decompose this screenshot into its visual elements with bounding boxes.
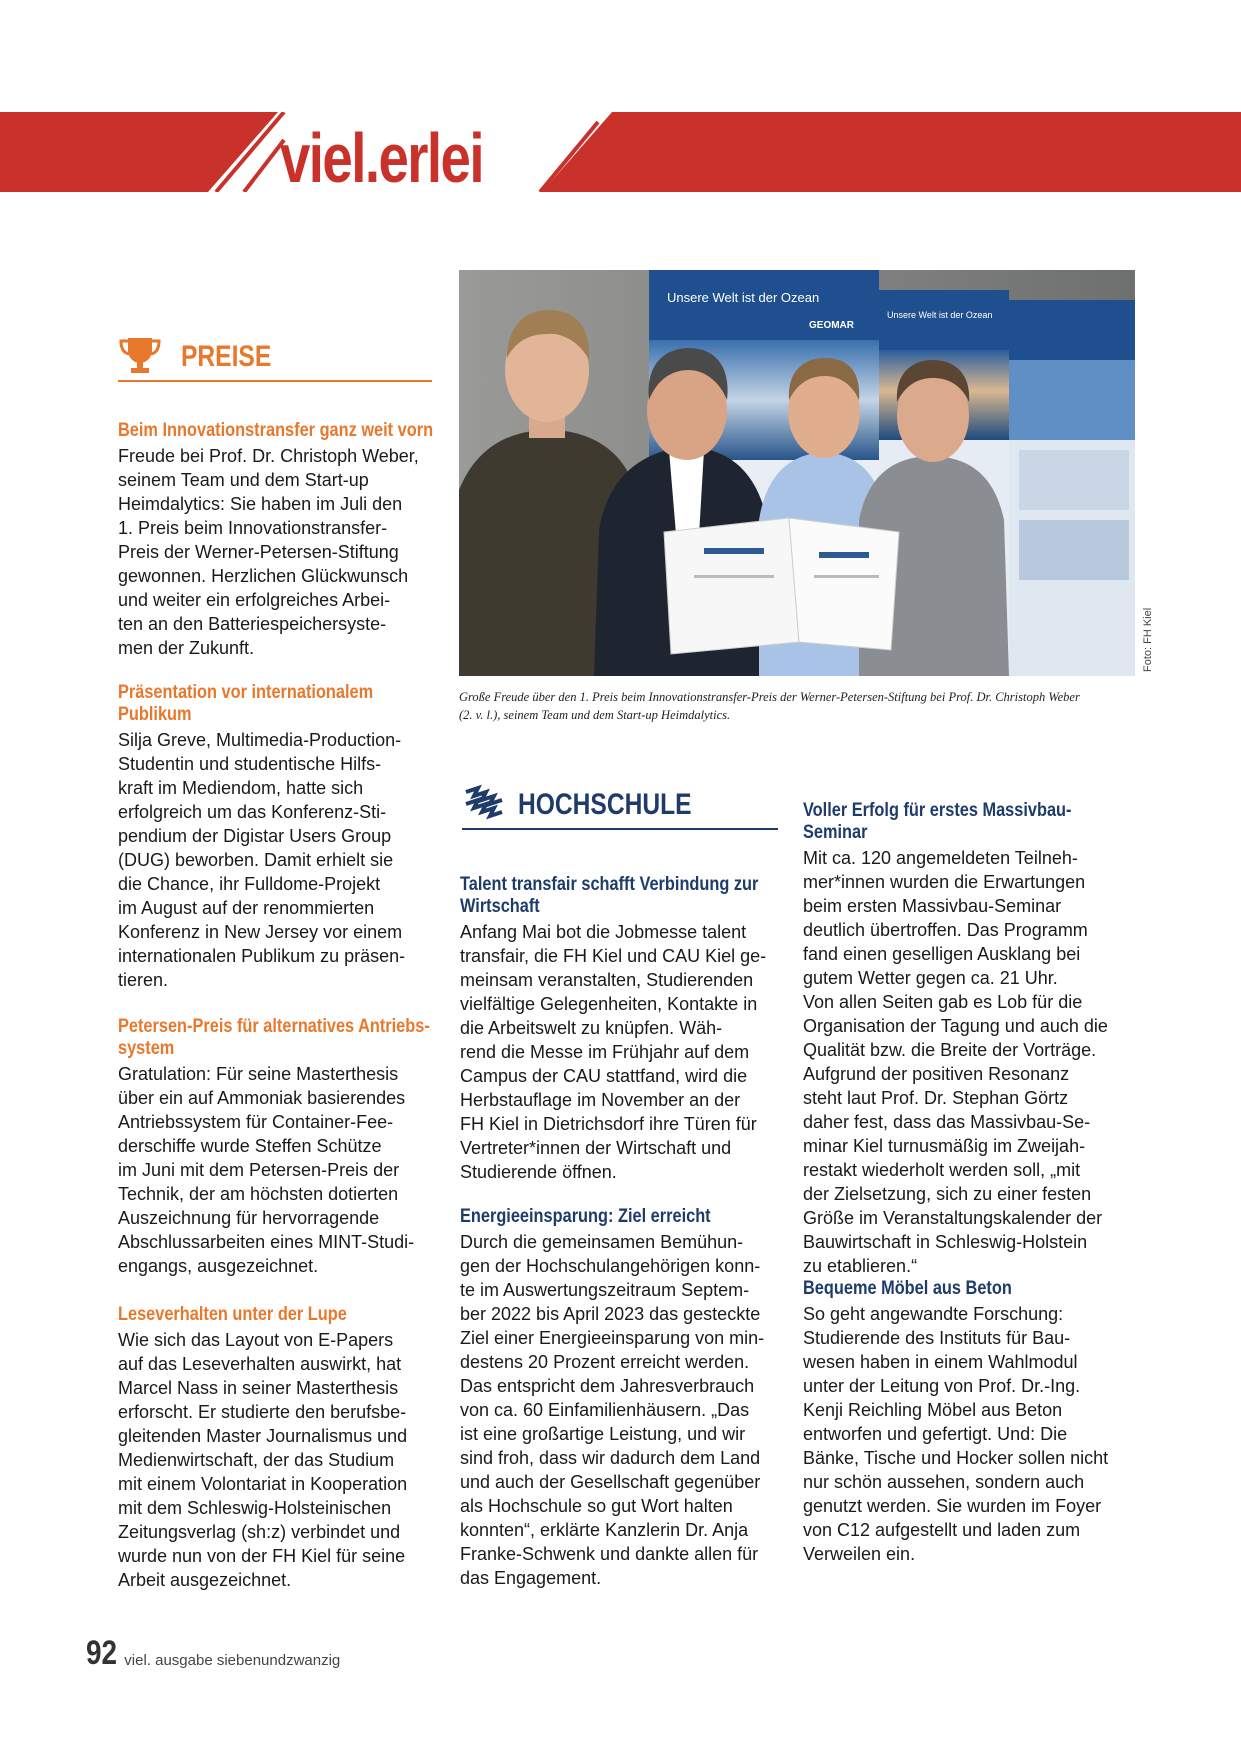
- article-energieeinsparung: [460, 1206, 780, 1590]
- article-title: Voller Erfolg für erstes Massivbau-Seminar: [803, 800, 1072, 843]
- article-leseverhalten: [118, 1304, 438, 1592]
- article-body: Freude bei Prof. Dr. Christoph Weber, seinem Team und dem Start-up Heimdalytics: Sie haben im Juli den 1. Preis beim Innovationstransfer- Preis der Werner-Petersen-Stiftung gewonnen. Herzlichen Glückwunsch und weiter ein erfolgreiches Arbei- ten an den Batteriespeichersyste- men der Zukunft.: [118, 446, 419, 658]
- section-title-hochschule: HOCHSCHULE: [518, 788, 692, 821]
- article-praesentation: [118, 682, 438, 992]
- section-header-hochschule: [462, 782, 778, 830]
- section-header-preise: [118, 334, 432, 382]
- publication-name: viel. ausgabe siebenundzwanzig: [124, 1652, 341, 1669]
- photo-caption: Große Freude über den 1. Preis beim Innovationstransfer-Preis der Werner-Petersen-Stiftung bei Prof. Dr. Christoph Weber (2. v. l.), seinem Team und dem Start-up Heimdalytics.: [459, 690, 1080, 722]
- article-body: Anfang Mai bot die Jobmesse talent transfair, die FH Kiel und CAU Kiel ge- meinsam veranstalten, Studierenden vielfältige Gelegenheiten, Kontakte in die Arbeitswelt zu knüpfen. Wäh- rend die Messe im Frühjahr auf dem Campus der CAU stattfand, wird die Herbstauflage im November an der FH Kiel in Dietrichsdorf ihre Türen für Vertreter*innen der Wirtschaft und Studierende öffnen.: [460, 922, 767, 1182]
- poster-text: Unsere Welt ist der Ozean: [667, 290, 820, 305]
- fh-kiel-logo-icon: [462, 784, 506, 829]
- article-title: Petersen-Preis für alternatives Antriebs- system: [118, 1016, 430, 1059]
- article-title: Beim Innovationstransfer ganz weit vorn: [118, 420, 434, 441]
- page-number: 92: [86, 1634, 118, 1672]
- article-body: So geht angewandte Forschung: Studierende des Instituts für Bau- wesen haben in einem Wahlmodul unter der Leitung von Prof. Dr.-Ing. Kenji Reichling Möbel aus Beton entworfen und gefertigt. Und: Die Bänke, Tische und Hocker sollen nicht nur schön aussehen, sondern auch genutzt werden. Sie wurden im Foyer von C12 aufgestellt und laden zum Verweilen ein.: [803, 1304, 1109, 1564]
- article-title: Leseverhalten unter der Lupe: [118, 1304, 347, 1325]
- award-photo: [459, 270, 1135, 676]
- article-innovationstransfer: [118, 420, 438, 660]
- article-talent-transfair: [460, 874, 780, 1184]
- article-body: Wie sich das Layout von E-Papers auf das Leseverhalten auswirkt, hat Marcel Nass in seiner Masterthesis erforscht. Er studierte den berufsbe- gleitenden Master Journalismus und Medienwirtschaft, der das Studium mit einem Volontariat in Kooperation mit dem Schleswig-Holsteinischen Zeitungsverlag (sh:z) verbindet und wurde nun von der FH Kiel für seine Arbeit ausgezeichnet.: [118, 1330, 408, 1590]
- header-banner: [0, 112, 1241, 192]
- photo-credit: Foto: FH Kiel: [1142, 607, 1154, 672]
- trophy-icon: [118, 336, 162, 381]
- article-body: Gratulation: Für seine Masterthesis über ein auf Ammoniak basierendes Antriebssystem für Container-Fee- derschiffe wurde Steffen Schütze im Juni mit dem Petersen-Preis der Technik, der am höchsten dotierten Auszeichnung für hervorragende Abschlussarbeiten eines MINT-Studi- engangs, ausgezeichnet.: [118, 1064, 415, 1276]
- page-title: viel.erlei: [280, 119, 483, 197]
- article-petersen-preis: [118, 1016, 438, 1278]
- article-body: Durch die gemeinsamen Bemühun- gen der Hochschulangehörigen konn- te im Auswertungszeitraum Septem- ber 2022 bis April 2023 das gesteckte Ziel einer Energieeinsparung von min- destens 20 Prozent erreicht werden. Das entspricht dem Jahresverbrauch von ca. 60 Einfamilienhäusern. „Das ist eine großartige Leistung, und wir sind froh, dass wir dadurch dem Land und auch der Gesellschaft gegenüber als Hochschule so gut Wort halten konnten“, erklärte Kanzlerin Dr. Anja Franke-Schwenk und dankte allen für das Engagement.: [460, 1232, 765, 1588]
- article-moebel-beton: [803, 1278, 1123, 1566]
- article-title: Energieeinsparung: Ziel erreicht: [460, 1206, 711, 1227]
- article-massivbau-seminar: [803, 800, 1123, 1278]
- article-title: Bequeme Möbel aus Beton: [803, 1278, 1012, 1299]
- article-title: Talent transfair schafft Verbindung zur Wirtschaft: [460, 874, 759, 917]
- article-body: Silja Greve, Multimedia-Production- Studentin und studentische Hilfs- kraft im Mediendom, hatte sich erfolgreich um das Konferenz-Sti- pendium der Digistar Users Group (DUG) beworben. Damit erhielt sie die Chance, ihr Fulldome-Projekt im August auf der renommierten Konferenz in New Jersey vor einem internationalen Publikum zu präsen- tieren.: [118, 730, 406, 990]
- article-body: Mit ca. 120 angemeldeten Teilneh- mer*innen wurden die Erwartungen beim ersten Massivbau-Seminar deutlich übertroffen. Das Programm fand einen geselligen Ausklang bei gutem Wetter gegen ca. 21 Uhr. Von allen Seiten gab es Lob für die Organisation der Tagung und auch die Qualität bzw. die Breite der Vorträge. Aufgrund der positiven Resonanz steht laut Prof. Dr. Stephan Görtz daher fest, dass das Massivbau-Se- minar Kiel turnusmäßig im Zweijah- restakt wiederholt werden soll, „mit der Zielsetzung, sich zu einer festen Größe im Veranstaltungskalender der Bauwirtschaft in Schleswig-Holstein zu etablieren.“: [803, 848, 1108, 1276]
- banner-stripes: [0, 112, 1241, 192]
- article-title: Präsentation vor internationalem Publikum: [118, 682, 374, 725]
- poster-logo-text: GEOMAR: [809, 320, 854, 331]
- page-footer: [86, 1634, 340, 1670]
- poster-text: Unsere Welt ist der Ozean: [887, 310, 993, 320]
- section-title-preise: PREISE: [181, 340, 272, 373]
